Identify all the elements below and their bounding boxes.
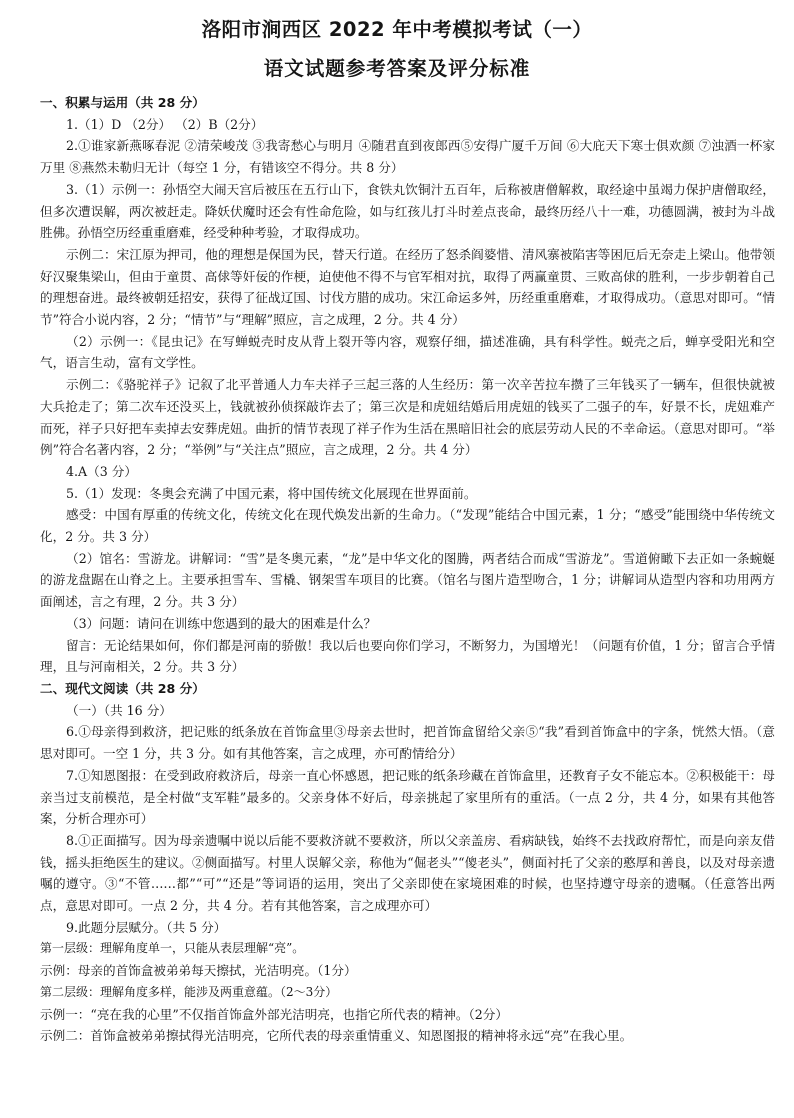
answer-paragraph: 4.A（3 分） [66, 463, 137, 479]
document-title: 洛阳市涧西区 2022 年中考模拟考试（一） [201, 18, 593, 41]
answer-paragraph: 示例：母亲的首饰盒被弟弟每天擦拭，光洁明亮。（1分） [40, 963, 357, 979]
answer-body [40, 92, 775, 1047]
answer-paragraph: 9.此题分层赋分。（共 5 分） [66, 919, 227, 935]
section-heading: 一、积累与运用（共 28 分） [40, 95, 205, 110]
answer-paragraph: 示例二：宋江原为押司，他的理想是保国为民，替天行道。在经历了怒杀阎婆惜、清风寨被陷害等困厄后无奈走上梁山。他带领好汉聚集梁山，但由于童贯、高俅等奸佞的作梗，迫使他不得不与官军相对抗，取得了两赢童贯、三败高俅的胜利，一步步朝着自己的理想奋进。最终被朝廷招安，获得了征战辽国、讨伐方腊的成功。宋江命运多舛，历经重重磨难，才取得成功。（意思对即可。“情节”符合小说内容，2 分；“情节”与“理解”照应，言之成理，2 分。共 4 分） [40, 246, 775, 328]
answer-paragraph: 3.（1）示例一：孙悟空大闹天宫后被压在五行山下，食铁丸饮铜汁五百年，后称被唐僧解救，取经途中虽竭力保护唐僧取经，但多次遭误解，两次被赶走。降妖伏魔时还会有性命危险，如与红孩儿打斗时差点丧命，最终历经八十一难，功德圆满，被封为斗战胜佛。孙悟空历经重重磨难，经受种种考验，才取得成功。 [40, 181, 775, 241]
answer-paragraph: （2）馆名：雪游龙。讲解词：“雪”是冬奥元素，“龙”是中华文化的图腾，两者结合而成“雪游龙”。雪道俯瞰下去正如一条蜿蜒的游龙盘踞在山脊之上。主要承担雪车、雪橇、钢架雪车项目的比赛。（馆名与图片造型吻合，1 分；讲解词从造型内容和功用两方面阐述，言之有理，2 分。共 3 分） [40, 550, 775, 610]
answer-paragraph: 第二层级：理解角度多样，能涉及两重意蕴。（2～3分） [40, 984, 338, 999]
answer-paragraph: 1.（1）D （2分） （2）B（2分） [66, 116, 264, 132]
answer-paragraph: 留言：无论结果如何，你们都是河南的骄傲！我以后也要向你们学习，不断努力，为国增光！（问题有价值，1 分；留言合乎情理，且与河南相关，2 分。共 3 分） [40, 637, 775, 675]
answer-paragraph: 示例二：首饰盒被弟弟擦拭得光洁明亮，它所代表的母亲重情重义、知恩图报的精神将永远“亮”在我心里。 [40, 1028, 633, 1044]
answer-paragraph: 示例二：《骆驼祥子》记叙了北平普通人力车夫祥子三起三落的人生经历：第一次辛苦拉车攒了三年钱买了一辆车，但很快就被大兵抢走了；第二次车还没买上，钱就被孙侦探敲诈去了；第三次是和虎妞结婚后用虎妞的钱买了二强子的车，好景不长，虎妞难产而死，祥子只好把车卖掉去安葬虎妞。曲折的情节表现了祥子作为生活在黑暗旧社会的底层劳动人民的不幸命运。（意思对即可。“举例”符合名著内容，2 分；“举例”与“关注点”照应，言之成理，2 分。共 4 分） [40, 377, 775, 458]
answer-paragraph: 8.①正面描写。因为母亲遗嘱中说以后能不要救济就不要救济，所以父亲盖房、看病缺钱，始终不去找政府帮忙，而是向亲友借钱，摇头拒绝医生的建议。②侧面描写。村里人误解父亲，称他为“倔老头”“傻老头”，侧面衬托了父亲的憨厚和善良，以及对母亲遗嘱的遵守。③“不管……都”“可”“还是”等词语的运用，突出了父亲即使在家境困难的时候，也坚持遵守母亲的遗嘱。（任意答出两点，意思对即可。一点 2 分，共 4 分。若有其他答案，言之成理亦可） [40, 832, 775, 914]
answer-paragraph: 第一层级：理解角度单一，只能从表层理解“亮”。 [40, 941, 305, 956]
document-subtitle: 语文试题参考答案及评分标准 [263, 57, 531, 80]
answer-paragraph: 7.①知恩图报：在受到政府救济后，母亲一直心怀感恩，把记账的纸条珍藏在首饰盒里，还教育子女不能忘本。②积极能干：母亲当过支前模范，是全村做“支军鞋”最多的。父亲身体不好后，母亲挑起了家里所有的重活。（一点 2 分，共 4 分，如果有其他答案，分析合理亦可） [40, 767, 775, 827]
section-heading: 二、现代文阅读（共 28 分） [40, 680, 205, 696]
answer-paragraph: （一）（共 16 分） [66, 702, 172, 718]
answer-paragraph: 示例一：“亮在我的心里”不仅指首饰盒外部光洁明亮，也指它所代表的精神。（2分） [40, 1006, 508, 1022]
answer-paragraph: 6.①母亲得到救济，把记账的纸条放在首饰盒里③母亲去世时，把首饰盒留给父亲⑤“我”看到首饰盒中的字条，恍然大悟。（意思对即可。一空 1 分，共 3 分。如有其他答案，言之成理，亦可酌情给分） [40, 724, 775, 762]
answer-paragraph: 5.（1）发现：冬奥会充满了中国元素，将中国传统文化展现在世界面前。 [66, 485, 477, 501]
answer-paragraph: （3）问题：请问在训练中您遇到的最大的困难是什么？ [66, 615, 377, 631]
answer-paragraph: （2）示例一：《昆虫记》在写蝉蜕壳时皮从背上裂开等内容，观察仔细，描述准确，具有科学性。蜕壳之后，蝉享受阳光和空气，语言生动，富有文学性。 [40, 333, 775, 371]
answer-paragraph: 感受：中国有厚重的传统文化，传统文化在现代焕发出新的生命力。（“发现”能结合中国元素，1 分；“感受”能围绕中华传统文化，2 分。共 3 分） [40, 507, 775, 545]
answer-paragraph: 2.①谁家新燕啄春泥 ②清荣峻茂 ③我寄愁心与明月 ④随君直到夜郎西⑤安得广厦千万间 ⑥大庇天下寒士俱欢颜 ⑦浊酒一杯家万里 ⑧燕然未勒归无计（每空 1 分，有错该空不得分。共 8 分） [40, 138, 775, 176]
